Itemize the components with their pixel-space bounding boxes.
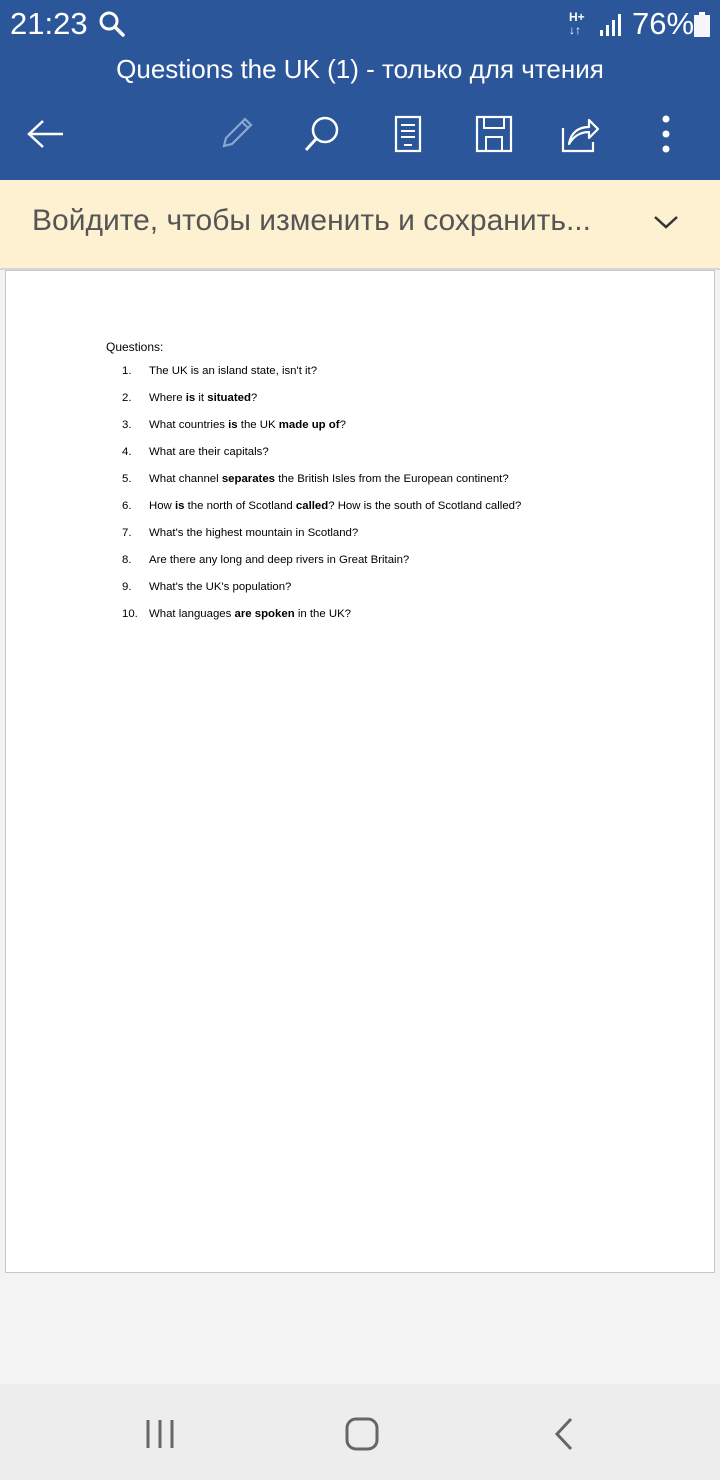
question-number: 5. <box>122 473 132 485</box>
question-bold-part: is <box>174 500 185 512</box>
question-bold-part: is <box>185 392 196 404</box>
question-part: the north of Scotland <box>184 500 296 512</box>
document-title: Questions the UK (1) - только для чтения <box>116 54 604 84</box>
back-arrow-icon[interactable] <box>20 108 72 160</box>
question-text <box>149 527 358 539</box>
question-number: 2. <box>122 392 132 404</box>
question-part: in the UK? <box>294 608 352 620</box>
question-bold-part: situated <box>207 392 251 404</box>
document-page[interactable] <box>5 270 715 1273</box>
save-icon[interactable] <box>468 108 520 160</box>
status-time: 21:23 <box>10 6 88 41</box>
reading-view-icon[interactable] <box>382 108 434 160</box>
sign-in-banner[interactable] <box>0 180 720 270</box>
question-part: ? How is the south of Scotland called? <box>328 500 522 512</box>
question-item <box>106 500 696 527</box>
question-item <box>106 365 696 392</box>
question-part: What's the highest mountain in Scotland? <box>149 527 359 539</box>
question-text <box>149 446 269 458</box>
question-text <box>149 581 291 593</box>
question-number: 9. <box>122 581 132 593</box>
question-part: Where <box>149 392 186 404</box>
app-header <box>0 0 720 180</box>
question-bold-part: is <box>228 419 238 431</box>
question-part: What are their capitals? <box>149 446 269 458</box>
data-arrows-icon: ↓↑ <box>569 23 581 37</box>
chevron-down-icon[interactable] <box>650 206 682 243</box>
question-part: ? <box>250 392 258 404</box>
system-nav-bar <box>0 1384 720 1480</box>
battery-icon <box>693 12 711 43</box>
search-icon[interactable] <box>296 108 348 160</box>
question-item <box>106 392 696 419</box>
question-part: What countries <box>149 419 229 431</box>
question-text <box>149 608 351 620</box>
question-number: 1. <box>122 365 132 377</box>
question-number: 7. <box>122 527 132 539</box>
question-item <box>106 554 696 581</box>
question-text <box>149 554 409 566</box>
pencil-icon[interactable] <box>210 108 262 160</box>
question-text <box>149 500 521 512</box>
battery-percent: 76% <box>632 6 695 41</box>
question-text <box>149 365 317 377</box>
question-text <box>149 473 509 485</box>
questions-list <box>106 365 696 635</box>
question-part: What languages <box>149 608 235 620</box>
status-bar <box>0 0 720 50</box>
search-status-icon <box>98 10 126 43</box>
back-icon[interactable] <box>534 1404 594 1464</box>
question-part: the UK <box>237 419 279 431</box>
home-icon[interactable] <box>332 1404 392 1464</box>
question-item <box>106 608 696 635</box>
question-part: The UK is an island state, isn't it? <box>149 365 318 377</box>
question-item <box>106 446 696 473</box>
question-part: the British Isles from the European continent? <box>275 473 509 485</box>
question-part: What's the UK's population? <box>149 581 292 593</box>
question-bold-part: called <box>295 500 329 512</box>
question-part: What channel <box>149 473 222 485</box>
question-part: ? <box>339 419 346 431</box>
question-item <box>106 473 696 500</box>
question-part: How <box>149 500 175 512</box>
question-text <box>149 419 346 431</box>
question-number: 8. <box>122 554 132 566</box>
question-number: 4. <box>122 446 132 458</box>
question-item <box>106 581 696 608</box>
question-bold-part: separates <box>221 473 276 485</box>
share-icon[interactable] <box>554 108 606 160</box>
question-bold-part: are spoken <box>234 608 295 620</box>
question-number: 3. <box>122 419 132 431</box>
question-part: Are there any long and deep rivers in Great Britain? <box>149 554 410 566</box>
network-type <box>569 11 585 37</box>
network-type-label: H+ <box>569 10 585 24</box>
question-item <box>106 419 696 446</box>
banner-text: Войдите, чтобы изменить и сохранить... <box>32 204 591 237</box>
document-heading: Questions: <box>106 340 164 354</box>
signal-icon <box>598 12 624 43</box>
question-text <box>149 392 257 404</box>
recent-apps-icon[interactable] <box>130 1404 190 1464</box>
question-number: 10. <box>122 608 138 620</box>
question-bold-part: made up of <box>278 419 340 431</box>
question-number: 6. <box>122 500 132 512</box>
question-item <box>106 527 696 554</box>
more-icon[interactable] <box>640 108 692 160</box>
question-part: it <box>195 392 208 404</box>
